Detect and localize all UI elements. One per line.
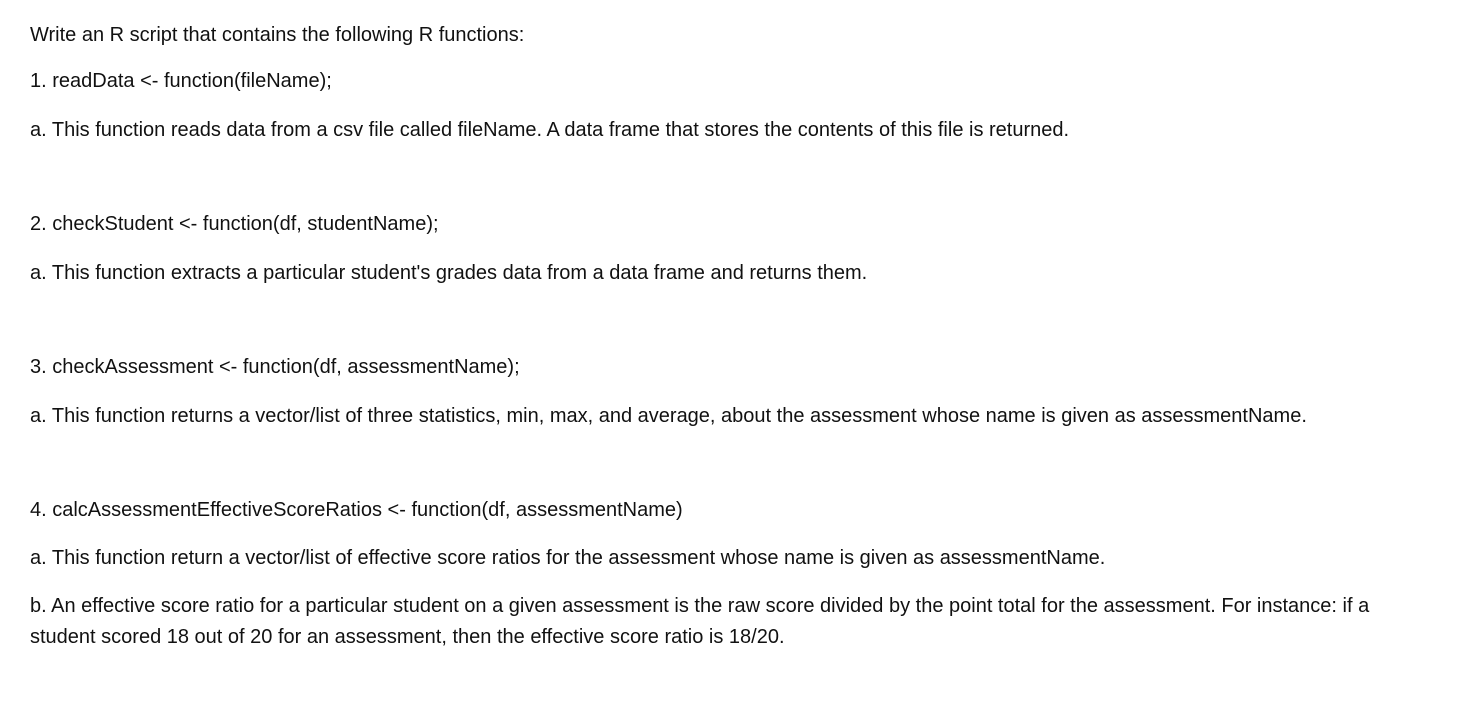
function-4-signature: 4. calcAssessmentEffectiveScoreRatios <- function(df, assessmentName) xyxy=(30,499,683,521)
function-2-description: a. This function extracts a particular student's grades data from a data frame and returns them. xyxy=(30,262,868,284)
function-3-description: a. This function returns a vector/list of three statistics, min, max, and average, about the assessment whose name is given as assessmentName. xyxy=(30,405,1307,427)
function-2-signature: 2. checkStudent <- function(df, studentName); xyxy=(30,213,439,235)
function-1-description: a. This function reads data from a csv file called fileName. A data frame that stores the contents of this file is returned. xyxy=(30,119,1070,141)
function-3-signature: 3. checkAssessment <- function(df, assessmentName); xyxy=(30,356,520,378)
function-1-signature: 1. readData <- function(fileName); xyxy=(30,70,332,92)
intro-text: Write an R script that contains the following R functions: xyxy=(30,24,525,46)
function-4-description-b: b. An effective score ratio for a particular student on a given assessment is the raw score divided by the point total for the assessment. For instance: if a student scored 18 out of 20 for an assessment, then the effective score ratio is 18/20. xyxy=(30,595,1370,648)
function-4-description-a: a. This function return a vector/list of effective score ratios for the assessment whose name is given as assessmentName. xyxy=(30,547,1106,569)
